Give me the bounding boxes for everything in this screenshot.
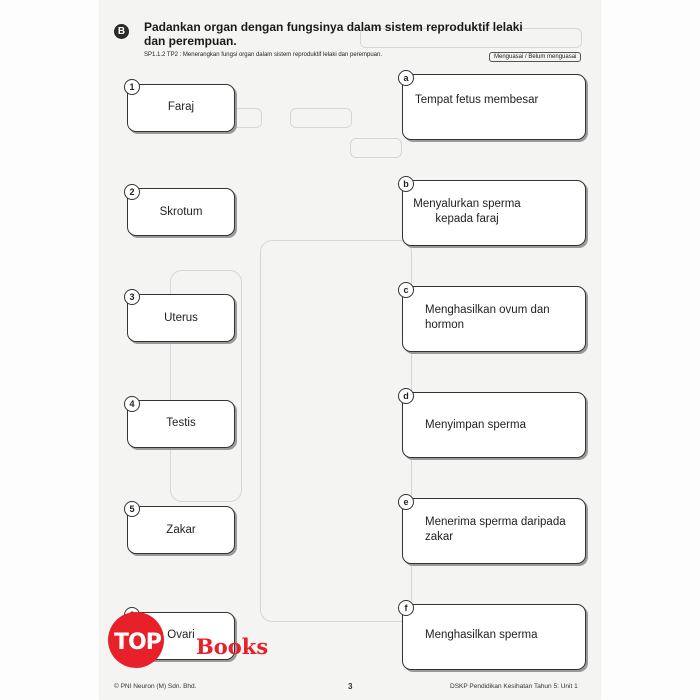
function-letter: f bbox=[398, 600, 414, 616]
function-line: kepada faraj bbox=[435, 213, 499, 225]
function-label bbox=[425, 418, 526, 433]
function-letter: a bbox=[398, 70, 414, 86]
page-number: 3 bbox=[348, 682, 353, 691]
topbooks-logo-top: TOP bbox=[114, 630, 161, 655]
learning-standard: SP1.1.2 TP2 : Menerangkan fungsi organ dalam sistem reproduktif lelaki dan perempuan. bbox=[144, 52, 383, 58]
function-letter: b bbox=[398, 176, 414, 192]
showthrough-box bbox=[260, 240, 412, 622]
showthrough-box bbox=[350, 138, 402, 158]
function-letter: c bbox=[398, 282, 414, 298]
showthrough-box bbox=[290, 108, 352, 128]
organ-label: Faraj bbox=[167, 101, 195, 113]
organ-number: 4 bbox=[124, 396, 140, 412]
function-letter: d bbox=[398, 388, 414, 404]
organ-number: 3 bbox=[124, 289, 140, 305]
function-line: Menghasilkan sperma bbox=[425, 629, 538, 641]
function-label bbox=[425, 628, 538, 643]
function-line: Menghasilkan ovum dan bbox=[425, 304, 550, 316]
organ-label: Uterus bbox=[164, 312, 198, 324]
organ-label: Skrotum bbox=[159, 206, 203, 218]
section-title: Padankan organ dengan fungsinya dalam sistem reproduktif lelaki dan perempuan. bbox=[144, 20, 523, 48]
function-line: Menyimpan sperma bbox=[425, 419, 526, 431]
assessment-box: Menguasai / Belum menguasai bbox=[489, 52, 581, 62]
topbooks-logo-books: Books bbox=[196, 634, 269, 659]
organ-number: 2 bbox=[124, 184, 140, 200]
function-line: zakar bbox=[425, 531, 454, 543]
section-badge: B bbox=[114, 24, 129, 39]
book-title: DSKP Pendidikan Kesihatan Tahun 5: Unit 1 bbox=[450, 683, 578, 690]
function-line: hormon bbox=[425, 319, 464, 331]
organ-number: 5 bbox=[124, 501, 140, 517]
function-label bbox=[400, 197, 534, 227]
function-line: Menerima sperma daripada bbox=[425, 516, 566, 528]
organ-label: Ovari bbox=[167, 629, 195, 641]
organ-label: Zakar bbox=[166, 524, 196, 536]
publisher-credit: © PNI Neuron (M) Sdn. Bhd. bbox=[114, 683, 197, 690]
organ-number: 1 bbox=[124, 79, 140, 95]
function-line: Menyalurkan sperma bbox=[413, 198, 521, 210]
worksheet-page bbox=[100, 0, 600, 700]
organ-label: Testis bbox=[166, 417, 196, 429]
function-letter: e bbox=[398, 494, 414, 510]
function-label bbox=[415, 93, 538, 108]
function-label bbox=[425, 303, 550, 333]
function-label bbox=[425, 515, 566, 545]
function-line: Tempat fetus membesar bbox=[415, 94, 539, 106]
